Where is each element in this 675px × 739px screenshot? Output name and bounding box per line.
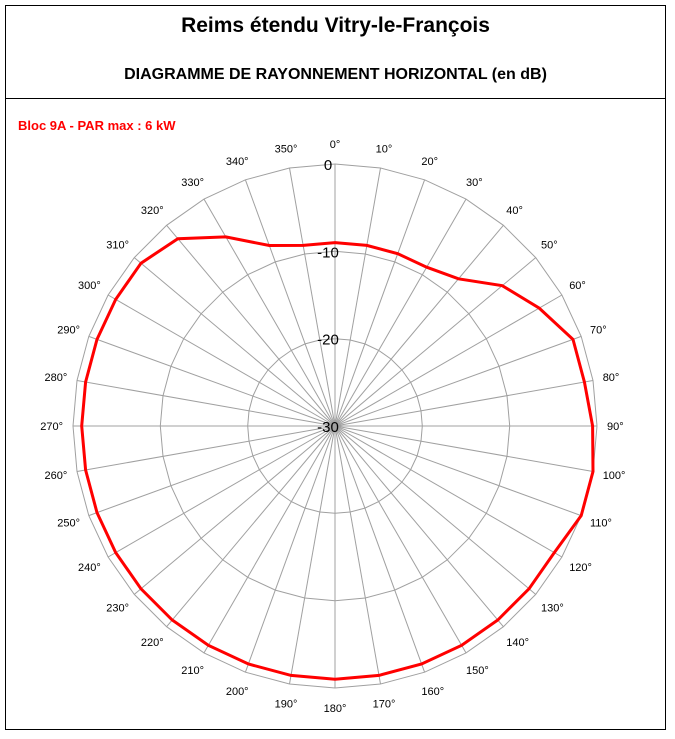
angle-label: 220°	[140, 637, 164, 649]
angle-label: 10°	[375, 143, 393, 156]
angle-label: 90°	[607, 421, 624, 433]
pattern-point	[96, 512, 98, 514]
bloc-label: Bloc 9A - PAR max : 6 kW	[18, 118, 176, 133]
pattern-point	[584, 381, 586, 383]
angle-label: 70°	[590, 324, 607, 337]
angle-label: 30°	[466, 176, 483, 189]
angle-label: 340°	[225, 156, 249, 168]
pattern-point	[85, 469, 87, 471]
page-title: Reims étendu Vitry-le-François	[181, 14, 490, 37]
radial-label: -30	[317, 419, 339, 436]
angle-label: 120°	[569, 562, 592, 574]
pattern-point	[290, 675, 292, 677]
angle-label: 320°	[140, 205, 164, 217]
pattern-point	[366, 245, 368, 247]
grid-spoke	[335, 225, 503, 426]
pattern-point	[85, 381, 87, 383]
grid-spoke	[134, 258, 335, 426]
angle-label: 280°	[44, 372, 68, 384]
pattern-point	[528, 588, 530, 590]
pattern-point	[248, 663, 250, 665]
grid-spoke	[167, 225, 335, 426]
pattern-point	[302, 245, 304, 247]
angle-label: 50°	[541, 239, 558, 252]
pattern-point	[96, 339, 98, 341]
angle-label: 200°	[225, 686, 249, 698]
pattern-point	[378, 675, 380, 677]
angle-label: 260°	[44, 470, 68, 482]
angle-label: 100°	[602, 470, 626, 482]
angle-label: 0°	[329, 139, 341, 151]
pattern-point	[208, 645, 210, 647]
pattern-point	[538, 307, 540, 309]
pattern-point	[225, 236, 227, 238]
chart-subtitle: DIAGRAMME DE RAYONNEMENT HORIZONTAL (en dB)	[124, 66, 547, 83]
angle-label: 130°	[541, 602, 564, 615]
radial-label: 0	[323, 157, 333, 174]
pattern-point	[81, 425, 83, 427]
pattern-point	[580, 515, 582, 517]
angle-label: 290°	[57, 324, 80, 337]
pattern-point	[554, 552, 556, 554]
pattern-point	[115, 299, 117, 301]
angle-label: 140°	[506, 637, 530, 649]
angle-label: 300°	[78, 280, 101, 292]
angle-label: 80°	[602, 372, 620, 384]
pattern-point	[426, 266, 428, 268]
angle-label: 250°	[57, 517, 80, 530]
radial-label: -20	[317, 331, 339, 349]
grid-spoke	[245, 426, 335, 672]
angle-label: 110°	[590, 517, 612, 530]
angle-label: 150°	[466, 665, 489, 678]
grid-spoke	[335, 180, 425, 426]
angle-label: 310°	[106, 239, 129, 252]
radial-label: -10	[317, 244, 339, 262]
pattern-point	[171, 619, 173, 621]
grid-spoke	[89, 426, 335, 516]
angle-label: 40°	[506, 205, 523, 217]
angle-label: 20°	[421, 156, 439, 168]
angle-label: 190°	[274, 698, 298, 711]
pattern-point	[592, 471, 594, 473]
angle-label: 60°	[569, 280, 586, 292]
grid-spoke	[134, 426, 335, 594]
angle-label: 180°	[323, 703, 347, 715]
pattern-point	[140, 588, 142, 590]
pattern-point	[140, 262, 142, 264]
pattern-point	[269, 245, 271, 247]
angle-label: 170°	[372, 698, 396, 711]
angle-label: 350°	[274, 143, 298, 156]
pattern-point	[572, 339, 574, 341]
grid-spoke	[335, 336, 581, 426]
grid-spoke	[335, 426, 536, 594]
angle-label: 210°	[181, 665, 204, 678]
pattern-point	[334, 242, 336, 244]
grid-spoke	[167, 426, 335, 627]
pattern-point	[461, 645, 463, 647]
grid-spoke	[335, 426, 581, 516]
grid-spoke	[335, 258, 536, 426]
pattern-point	[497, 619, 499, 621]
angle-label: 270°	[40, 421, 63, 433]
pattern-point	[397, 253, 399, 255]
pattern-point	[502, 285, 504, 287]
grid-spoke	[335, 426, 503, 627]
angle-label: 240°	[78, 562, 101, 574]
angle-label: 230°	[106, 602, 129, 615]
pattern-point	[177, 238, 179, 240]
pattern-point	[458, 278, 460, 280]
grid-spoke	[245, 180, 335, 426]
pattern-point	[115, 552, 117, 554]
pattern-point	[334, 679, 336, 681]
pattern-point	[421, 663, 423, 665]
grid-spoke	[89, 336, 335, 426]
angle-label: 330°	[181, 176, 204, 189]
angle-label: 160°	[421, 686, 445, 698]
pattern-point	[592, 425, 594, 427]
grid-spoke	[335, 426, 425, 672]
